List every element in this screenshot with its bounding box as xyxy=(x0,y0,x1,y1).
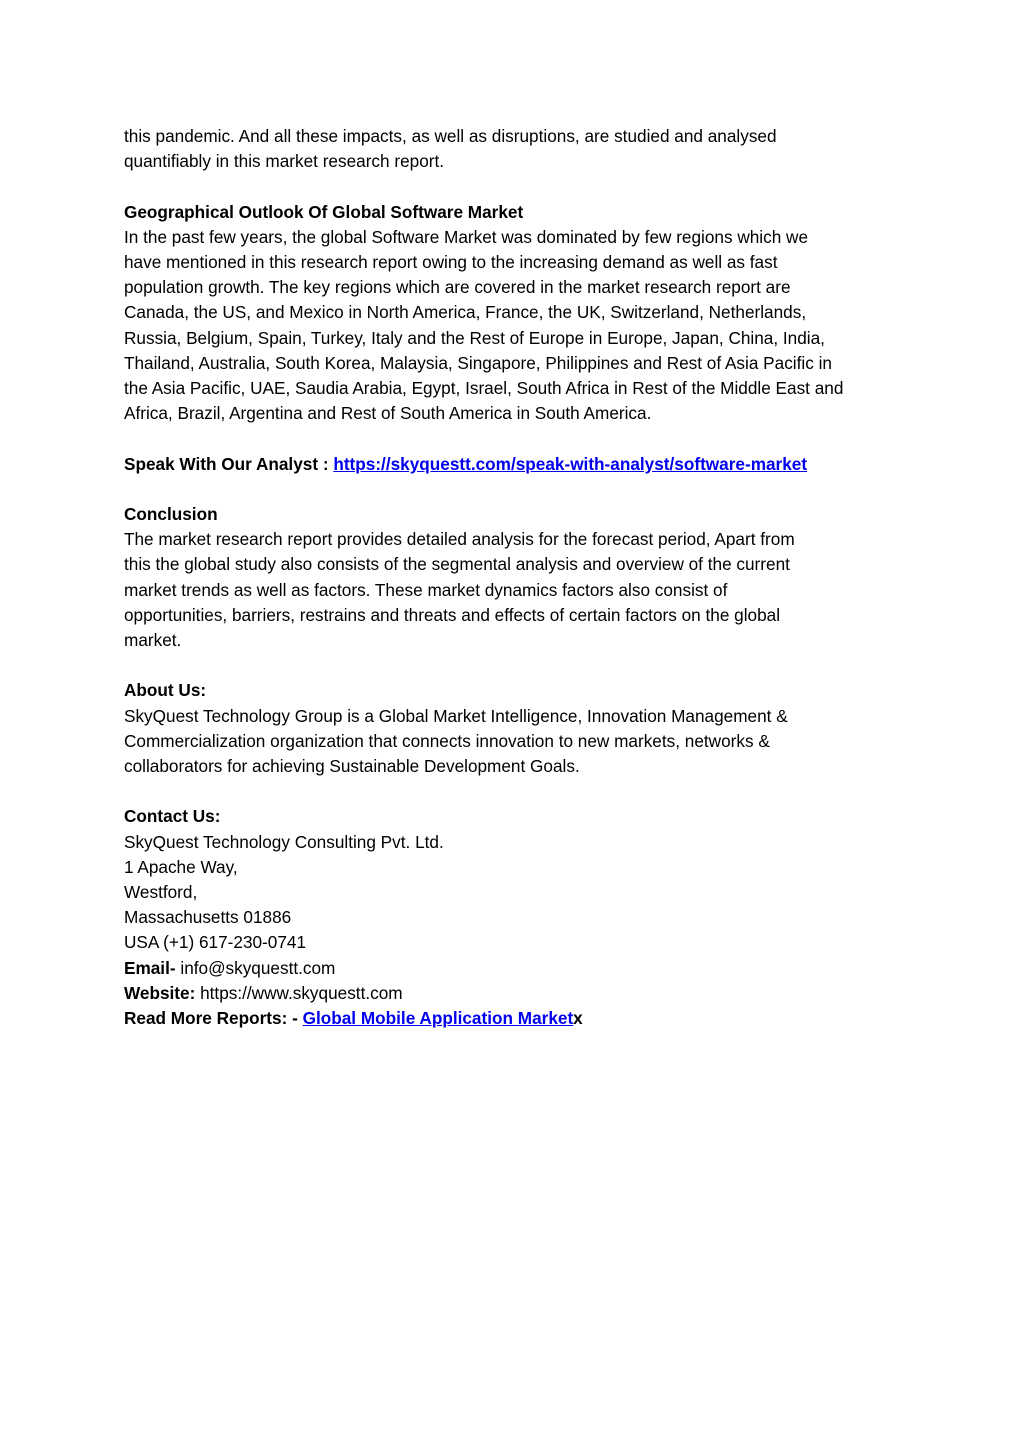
contact-address-line-2: Westford, xyxy=(124,882,198,903)
about-heading: About Us: xyxy=(124,680,207,701)
intro-section xyxy=(124,124,914,174)
contact-address-line-3: Massachusetts 01886 xyxy=(124,907,292,928)
document-page xyxy=(124,124,914,1056)
contact-section xyxy=(124,804,914,1031)
conclusion-heading: Conclusion xyxy=(124,504,218,524)
website-value: https://www.skyquestt.com xyxy=(195,982,403,1003)
conclusion-paragraph: The market research report provides detailed analysis for the forecast period, Apart from this the global study also consists of the segmental analysis and overview of the current market trends as well as factors. These market dynamics factors also consist of opportunities, barriers, restrains and threats and effects of certain factors on the global market. xyxy=(124,529,795,651)
read-more-link[interactable]: Global Mobile Application Market xyxy=(302,1008,574,1029)
about-paragraph: SkyQuest Technology Group is a Global Market Intelligence, Innovation Management & Commercialization organization that connects innovation to new markets, networks & collaborators for achieving Sustainable Development Goals. xyxy=(124,705,788,777)
read-more-label: Read More Reports: - xyxy=(124,1008,303,1029)
contact-address-line-1: 1 Apache Way, xyxy=(124,856,238,877)
intro-paragraph: this pandemic. And all these impacts, as well as disruptions, are studied and analysed quantifiably in this market research report. xyxy=(124,126,777,172)
contact-company: SkyQuest Technology Consulting Pvt. Ltd. xyxy=(124,831,444,852)
read-more-suffix: x xyxy=(573,1008,583,1029)
analyst-label: Speak With Our Analyst : xyxy=(124,453,334,474)
conclusion-section xyxy=(124,502,914,653)
geographical-outlook-section xyxy=(124,200,914,427)
analyst-section xyxy=(124,452,914,477)
about-section xyxy=(124,678,914,779)
contact-phone: USA (+1) 617-230-0741 xyxy=(124,932,307,953)
website-label: Website: xyxy=(124,982,196,1003)
email-label: Email- xyxy=(124,957,176,978)
analyst-link[interactable]: https://skyquestt.com/speak-with-analyst/software-market xyxy=(333,453,808,474)
geographical-outlook-heading: Geographical Outlook Of Global Software Market xyxy=(124,201,524,222)
contact-heading: Contact Us: xyxy=(124,806,221,827)
email-value: info@skyquestt.com xyxy=(175,957,336,978)
geographical-outlook-paragraph: In the past few years, the global Software Market was dominated by few regions which we have mentioned in this research report owing to the increasing demand as well as fast population growth. The key regions which are covered in the market research report are Canada, the US, and Mexico in North America, France, the UK, Switzerland, Netherlands, Russia, Belgium, Spain, Turkey, Italy and the Rest of Europe in Europe, Japan, China, India, Thailand, Australia, South Korea, Malaysia, Singapore, Philippines and Rest of Asia Pacific in the Asia Pacific, UAE, Saudia Arabia, Egypt, Israel, South Africa in Rest of the Middle East and Africa, Brazil, Argentina and Rest of South America in South America. xyxy=(124,226,844,424)
